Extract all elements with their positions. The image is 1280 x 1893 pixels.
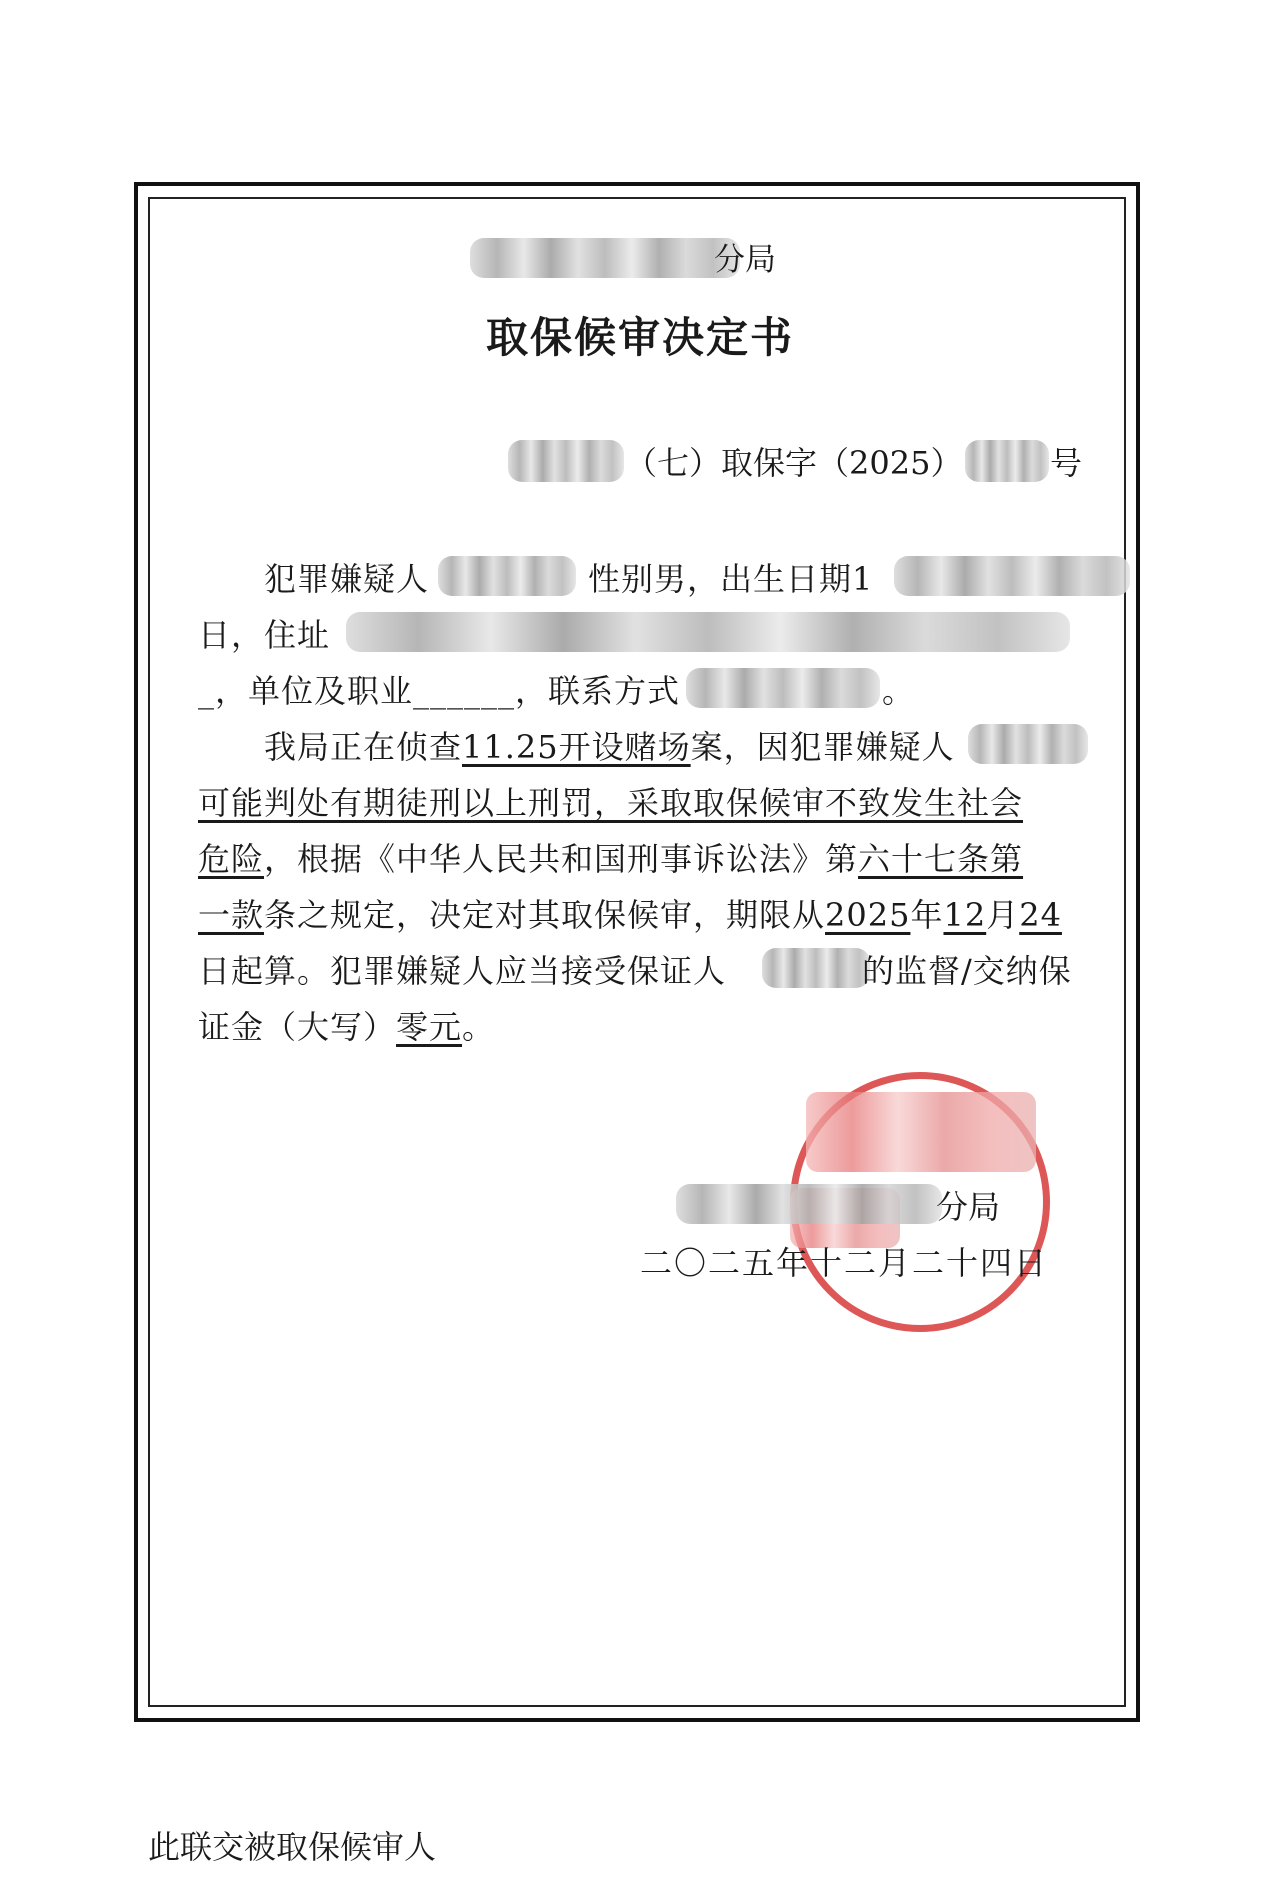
document-title: 取保候审决定书 — [485, 313, 794, 362]
signing-date: 二〇二五年十二月二十四日 — [640, 1244, 1049, 1282]
bail-amount: 零元 — [396, 1008, 463, 1046]
legal-clause: 一款 — [198, 896, 265, 934]
case-name: 11.25开设赌场 — [462, 728, 691, 766]
p1-line2-a — [198, 610, 330, 656]
redacted-suspect-name-2 — [968, 724, 1088, 764]
p2-line5-a: 日起算。犯罪嫌疑人应当接受保证人 — [198, 952, 727, 990]
p2-line4-b: 条之规定，决定对其取保候审，期限从 — [264, 896, 826, 934]
redacted-seal-text — [806, 1092, 1036, 1172]
p1-line1-b — [588, 554, 873, 600]
month-label: 月 — [986, 896, 1020, 934]
start-year: 2025 — [825, 896, 911, 934]
p2-line1-a: 我局正在侦查 — [264, 728, 463, 766]
redacted-suspect-name — [438, 556, 576, 596]
p2-line6 — [198, 1002, 495, 1048]
p1-line3-b: 。 — [882, 672, 916, 710]
p2-line2: 可能判处有期徒刑以上刑罚，采取取保候审不致发生社会 — [198, 784, 1024, 822]
p1-line1-a: 犯罪嫌疑人 — [264, 560, 430, 598]
p2-line4 — [198, 890, 1062, 936]
document-number: （七）取保字（2025） — [625, 444, 963, 482]
signing-agency: 分局 — [936, 1188, 1001, 1226]
p2-line5-b: 的监督/交纳保 — [862, 952, 1072, 990]
redacted-doc-prefix — [508, 440, 624, 482]
p2-line3 — [198, 834, 1023, 880]
gender-birthdate-label: 性别男，出生日期1 — [588, 560, 874, 598]
start-month: 12 — [943, 896, 987, 934]
p1-line3-a: _，单位及职业______，联系方式 — [198, 672, 681, 710]
agency-header: 分局 — [714, 242, 776, 278]
document-number-suffix: 号 — [1050, 444, 1083, 482]
p2-line6-a: 证金（大写） — [198, 1008, 397, 1046]
year-label: 年 — [910, 896, 944, 934]
p2-line3-b: ，根据《中华人民共和国刑事诉讼法》第 — [264, 840, 859, 878]
redacted-doc-serial — [965, 440, 1049, 482]
copy-recipient-note: 此联交被取保候审人 — [148, 1828, 437, 1866]
redacted-address — [346, 612, 1070, 652]
p2-line3-a: 危险 — [198, 840, 265, 878]
redacted-signing-agency — [676, 1184, 942, 1224]
redacted-birth-date — [894, 556, 1130, 596]
redacted-contact — [686, 668, 880, 708]
p2-line6-c: 。 — [462, 1008, 496, 1046]
p2-line1 — [264, 722, 955, 768]
legal-article: 六十七条第 — [858, 840, 1024, 878]
p2-line1-b: 案，因犯罪嫌疑人 — [690, 728, 955, 766]
redacted-guarantor — [762, 948, 870, 988]
start-day: 24 — [1019, 896, 1062, 934]
address-label: 日，住址 — [198, 616, 331, 654]
